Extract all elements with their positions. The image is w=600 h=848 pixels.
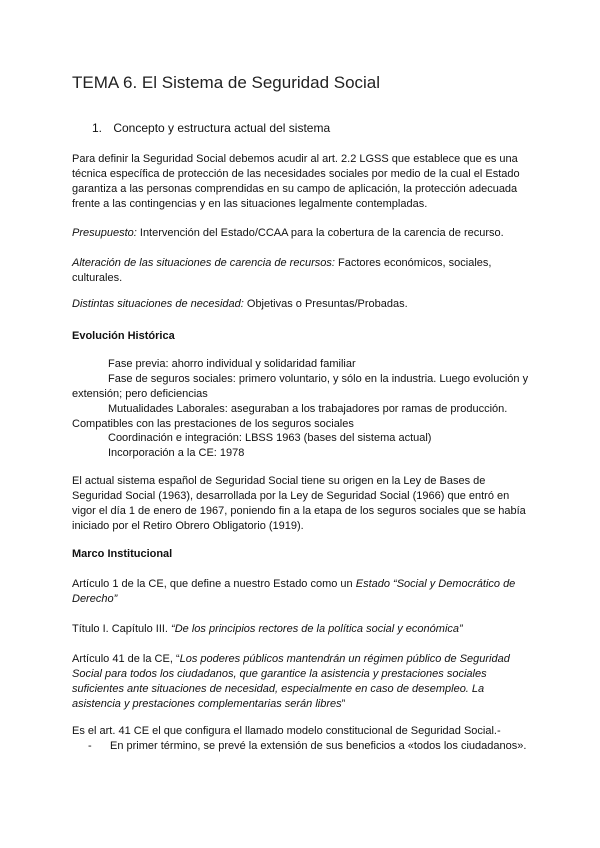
evolucion-item: Incorporación a la CE: 1978 — [108, 447, 245, 459]
actual-paragraph: El actual sistema español de Seguridad Social tiene su origen en la Ley de Bases de Seguridad Social (1963), desarrollada por la Ley de Seguridad Social (1966) que entró en vigor el día 1 de enero de 1967, poniendo fin a la etapa de los seguros sociales que se había iniciado por el Retiro Obrero Obligatorio (1919). — [72, 475, 526, 532]
articulo-1-quote: Estado “Social y Democrático de Derecho” — [72, 578, 516, 605]
section-1-heading — [92, 120, 330, 136]
articulo-41-modelo-paragraph: Es el art. 41 CE el que configura el llamado modelo constitucional de Seguridad Social.- — [72, 725, 501, 737]
evolucion-item: Mutualidades Laborales: aseguraban a los trabajadores por ramas de producción. Compatibles con las prestaciones de los seguros sociales — [72, 403, 508, 430]
alteracion-paragraph — [72, 256, 532, 286]
alteracion-label: Alteración de las situaciones de carencia de recursos: — [72, 257, 335, 269]
evolucion-heading: Evolución Histórica — [72, 330, 175, 342]
evolucion-item: Fase previa: ahorro individual y solidaridad familiar — [108, 358, 356, 370]
evolucion-item: Fase de seguros sociales: primero voluntario, y sólo en la industria. Luego evolución y extensión; pero deficiencias — [72, 373, 529, 400]
titulo-paragraph — [72, 622, 532, 637]
intro-paragraph: Para definir la Seguridad Social debemos acudir al art. 2.2 LGSS que establece que es una técnica específica de protección de las necesidades sociales por medio de la cual el Estado garantiza a las personas comprendidas en su campo de aplicación, la protección adecuada frente a las contingencias y en las situaciones legalmente contempladas. — [72, 153, 520, 210]
titulo-quote: “De los principios rectores de la política social y económica” — [171, 623, 463, 635]
section-label: Concepto y estructura actual del sistema — [113, 121, 331, 135]
alteracion-text: Factores económicos, sociales, culturales. — [72, 257, 492, 284]
bullet-text: En primer término, se prevé la extensión de sus beneficios a «todos los ciudadanos». — [110, 740, 527, 752]
articulo-41-close: ” — [341, 698, 346, 710]
titulo-text: Título I. Capítulo III. — [72, 623, 172, 635]
evolucion-item: Coordinación e integración: LBSS 1963 (bases del sistema actual) — [108, 432, 432, 444]
articulo-41-quote: Los poderes públicos mantendrán un régimen público de Seguridad Social para todos los ciudadanos, que garantice la asistencia y prestaciones sociales suficientes ante situaciones de necesidad, especialmente en caso de desempleo. La asistencia y prestaciones complementarias serán libres — [72, 653, 510, 710]
dash-bullet-icon: - — [88, 740, 92, 752]
section-number: 1. — [92, 121, 103, 135]
situaciones-label: Distintas situaciones de necesidad: — [72, 298, 244, 310]
document-title: TEMA 6. El Sistema de Seguridad Social — [72, 73, 381, 92]
presupuesto-paragraph — [72, 226, 532, 241]
articulo-41-paragraph — [72, 652, 532, 712]
articulo-41-text: Artículo 41 de la CE, “ — [72, 653, 180, 665]
situaciones-paragraph — [72, 297, 532, 312]
presupuesto-label: Presupuesto: — [72, 227, 137, 239]
articulo-1-paragraph — [72, 577, 532, 607]
articulo-1-text: Artículo 1 de la CE, que define a nuestro Estado como un — [72, 578, 356, 590]
marco-heading: Marco Institucional — [72, 548, 173, 560]
presupuesto-text: Intervención del Estado/CCAA para la cobertura de la carencia de recurso. — [136, 227, 504, 239]
situaciones-text: Objetivas o Presuntas/Probadas. — [243, 298, 408, 310]
